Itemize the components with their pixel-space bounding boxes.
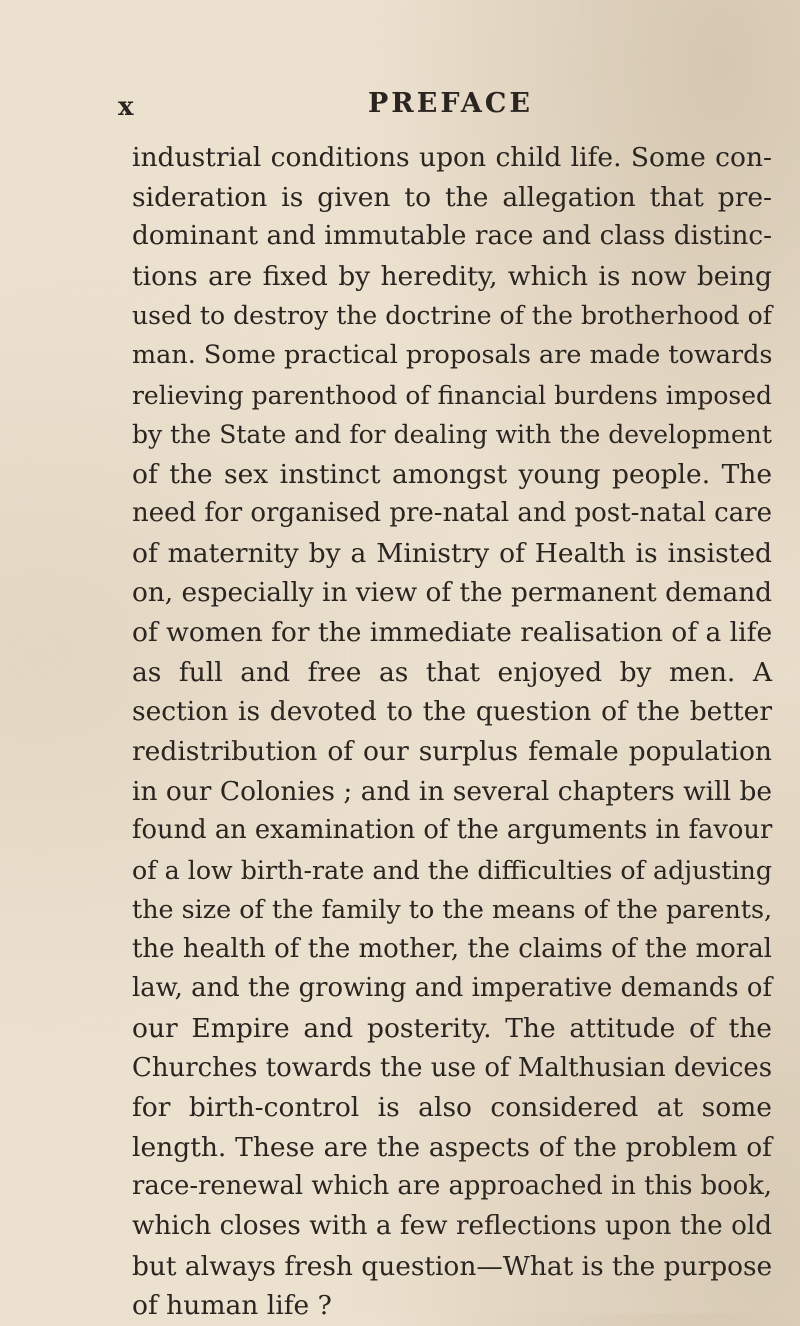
text-line: relieving parenthood of financial burdens imposed bbox=[132, 380, 772, 410]
running-head bbox=[118, 86, 718, 126]
text-line: but always fresh question—What is the purpose bbox=[132, 1250, 773, 1282]
text-line: as full and free as that enjoyed by men. A bbox=[132, 656, 772, 688]
text-line: Churches towards the use of Malthusian devices bbox=[132, 1052, 772, 1083]
text-line: on, especially in view of the permanent demand bbox=[132, 577, 773, 608]
text-line: industrial conditions upon child life. Some con- bbox=[132, 142, 772, 173]
text-line: tions are fixed by heredity, which is now being bbox=[132, 260, 772, 292]
text-line: for birth-control is also considered at some bbox=[132, 1092, 772, 1124]
text-line: in our Colonies ; and in several chapters will be bbox=[132, 775, 772, 807]
body-paragraph bbox=[132, 138, 782, 1326]
text-line: used to destroy the doctrine of the brotherhood of bbox=[132, 301, 772, 331]
text-line: man. Some practical proposals are made towards bbox=[132, 339, 773, 370]
text-line: law, and the growing and imperative demands of bbox=[132, 973, 772, 1004]
text-line: of women for the immediate realisation of a life bbox=[132, 617, 773, 649]
text-line: need for organised pre-natal and post-natal care bbox=[132, 498, 773, 529]
text-line: dominant and immutable race and class distinc- bbox=[132, 221, 772, 252]
text-line: of human life ? bbox=[132, 1290, 332, 1322]
text-line: our Empire and posterity. The attitude of the bbox=[132, 1013, 772, 1045]
page-number: x bbox=[118, 92, 135, 122]
text-line: by the State and for dealing with the development bbox=[132, 420, 772, 450]
text-line: race-renewal which are approached in this book, bbox=[132, 1171, 772, 1202]
text-line: of a low birth-rate and the difficulties of adjusting bbox=[132, 855, 772, 885]
text-line: the size of the family to the means of the parents, bbox=[132, 894, 773, 925]
text-line: redistribution of our surplus female population bbox=[132, 735, 772, 767]
text-line: sideration is given to the allegation that pre- bbox=[132, 181, 772, 213]
text-line: length. These are the aspects of the problem of bbox=[132, 1131, 772, 1163]
text-line: which closes with a few reflections upon the old bbox=[132, 1211, 772, 1242]
text-line: section is devoted to the question of the better bbox=[132, 696, 772, 728]
text-line: the health of the mother, the claims of the moral bbox=[132, 933, 772, 964]
running-head-title: PREFACE bbox=[368, 88, 533, 119]
text-line: found an examination of the arguments in favour bbox=[132, 815, 773, 846]
text-line: of maternity by a Ministry of Health is insisted bbox=[132, 537, 772, 569]
text-line: of the sex instinct amongst young people. The bbox=[132, 458, 772, 490]
